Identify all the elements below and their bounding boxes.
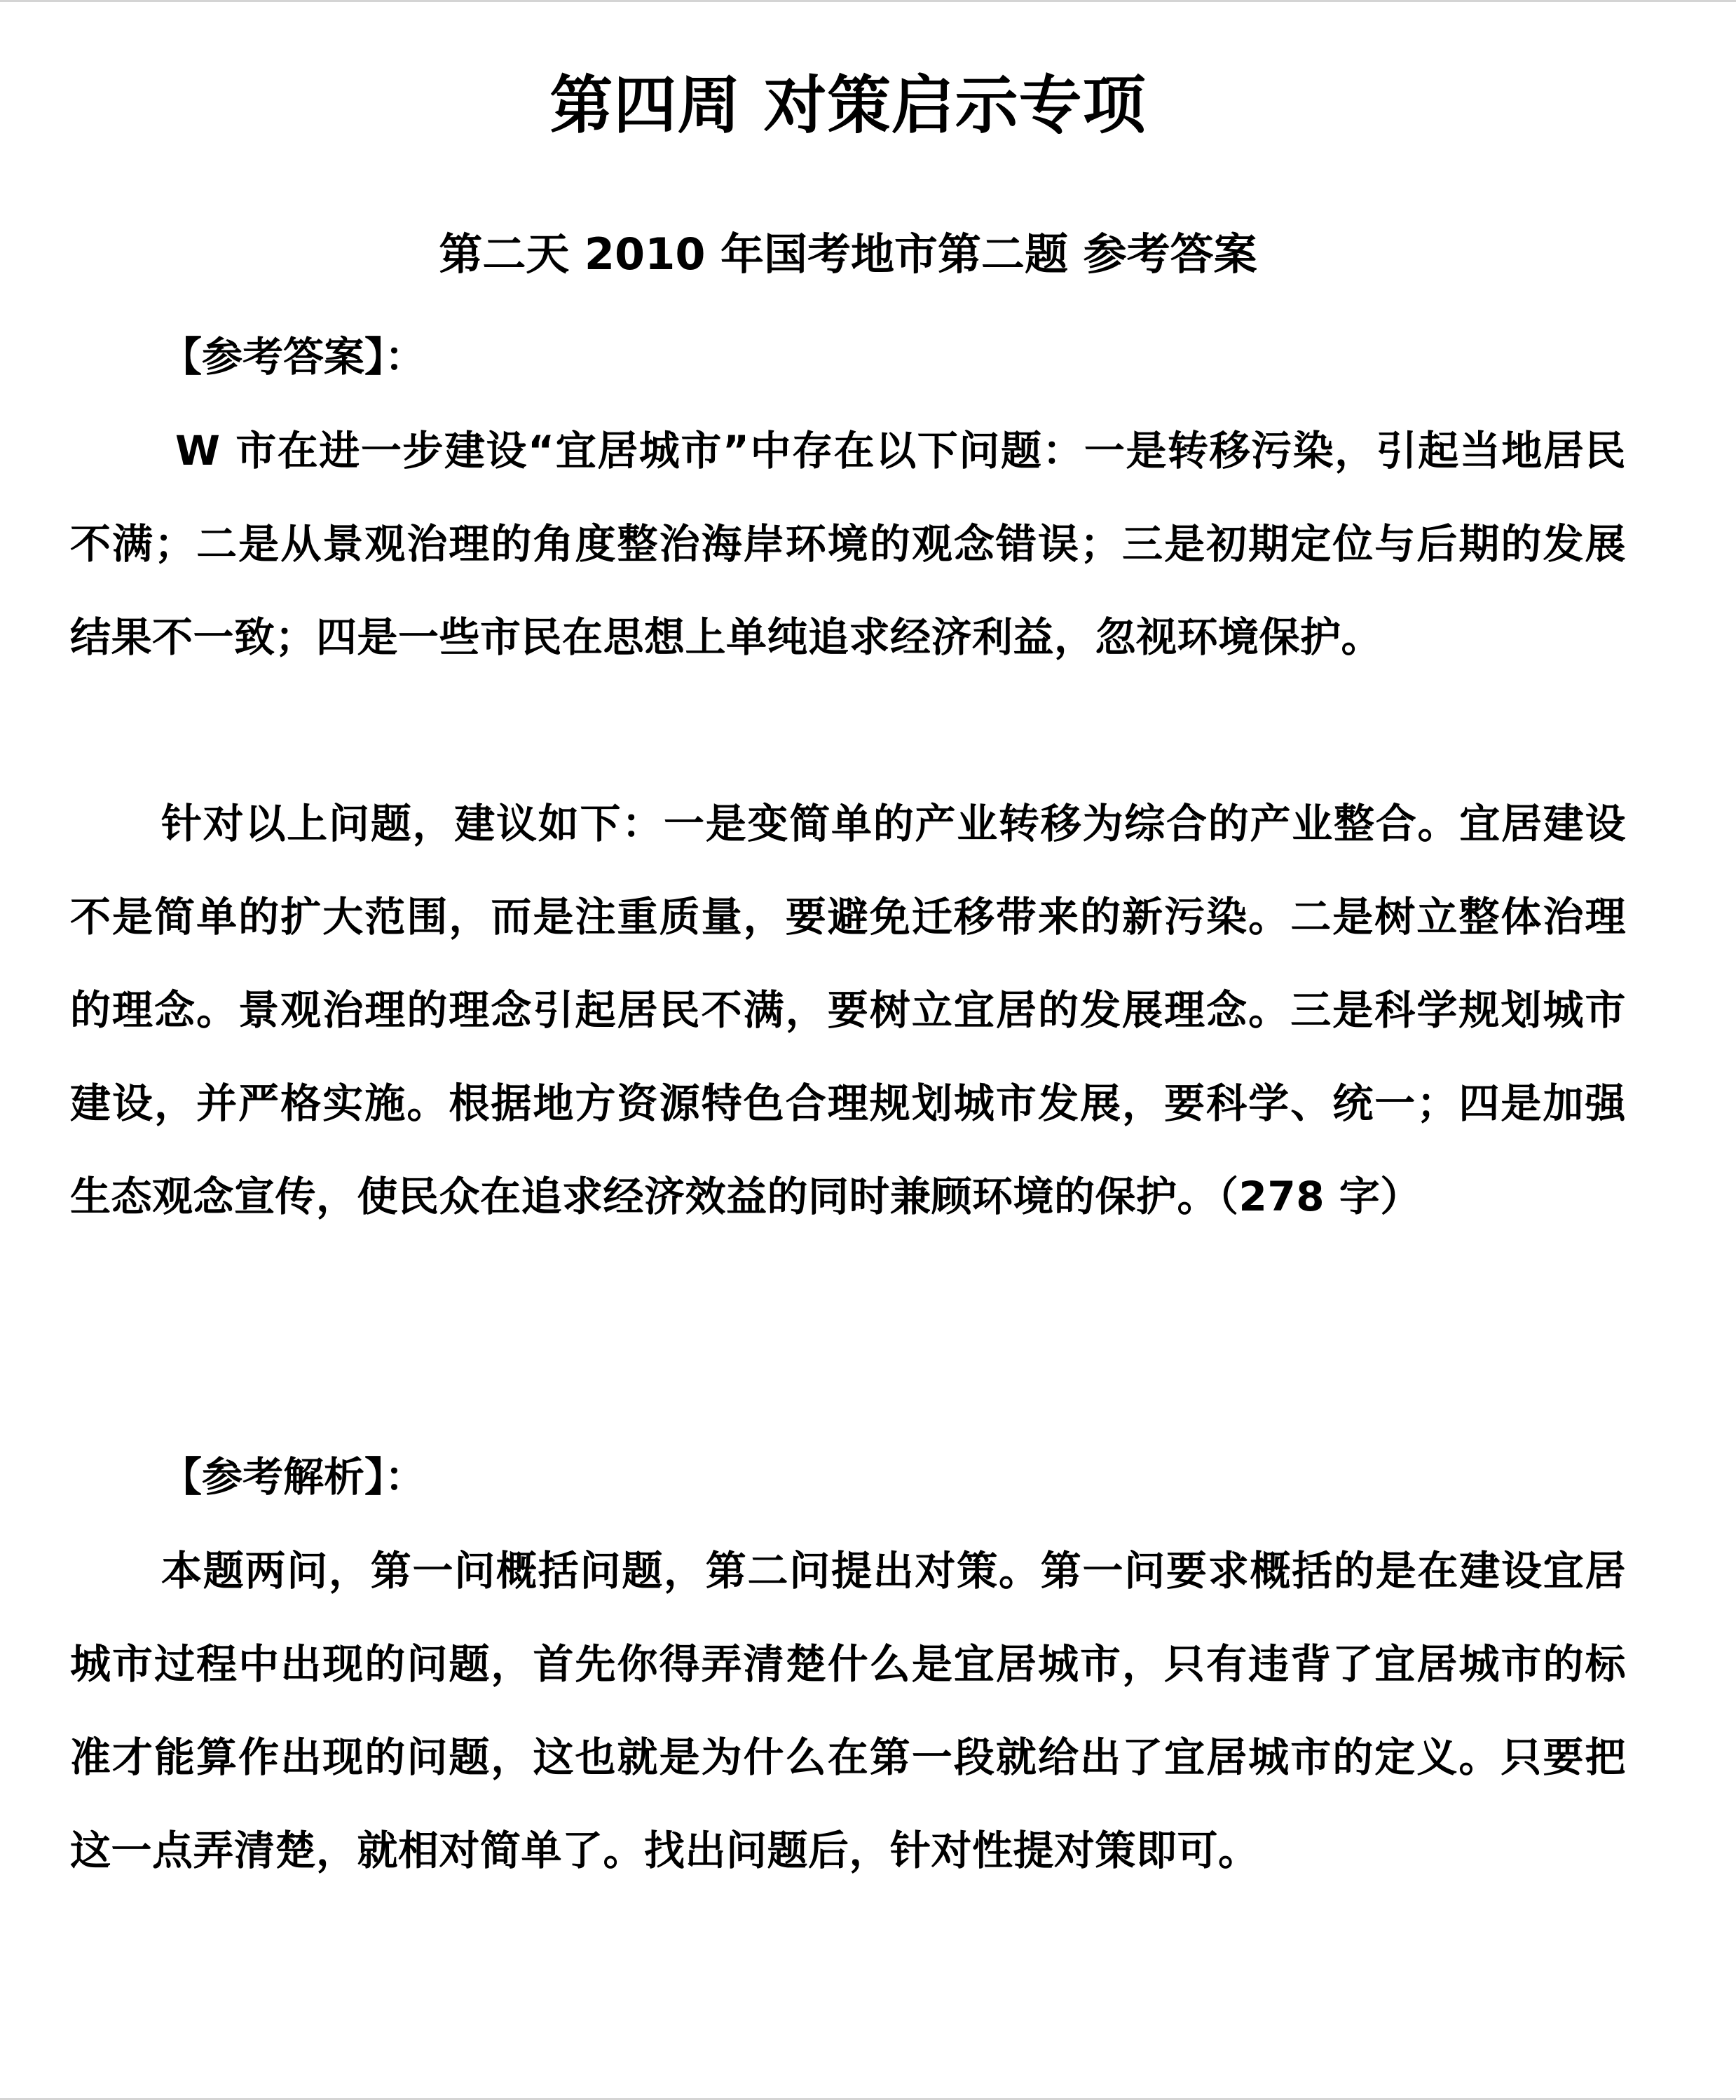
analysis-paragraph: 本题两问，第一问概括问题，第二问提出对策。第一问要求概括的是在建设宜居城市过程中出现的问题，首先你得弄清楚什么是宜居城市，只有违背了宜居城市的标准才能算作出现的问题，这也就是为什么在第一段就给出了宜居城市的定义。只要把这一点弄清楚，就相对简单了。找出问题后，针对性提对策即可。 bbox=[70, 1547, 1626, 1874]
page-subtitle: 第二天 2010 年国考地市第二题 参考答案 bbox=[439, 229, 1257, 280]
page-title: 第四周 对策启示专项 bbox=[549, 69, 1147, 142]
answer-heading: 【参考答案】： bbox=[161, 333, 426, 381]
analysis-heading: 【参考解析】： bbox=[161, 1453, 426, 1501]
answer-suggestions-paragraph: 针对以上问题，建议如下：一是变简单的产业转移为综合的产业整合。宜居建设不是简单的扩大范围，而是注重质量，要避免迁移带来的新污染。二是树立整体治理的理念。景观治理的理念引起居民不满，要树立宜居的发展理念。三是科学规划城市建设，并严格实施。根据地方资源特色合理规划城市发展，要科学、统一；四是加强生态观念宣传，使民众在追求经济效益的同时兼顾环境的保护。（278 字） bbox=[70, 800, 1626, 1220]
answer-problems-paragraph: W 市在进一步建设“宜居城市”中存在以下问题：一是转移污染，引起当地居民不满；二是从景观治理的角度整治海岸环境的观念错误；三是初期定位与后期的发展结果不一致；四是一些市民在思想上单纯追求经济利益，忽视环境保护。 bbox=[70, 427, 1626, 661]
